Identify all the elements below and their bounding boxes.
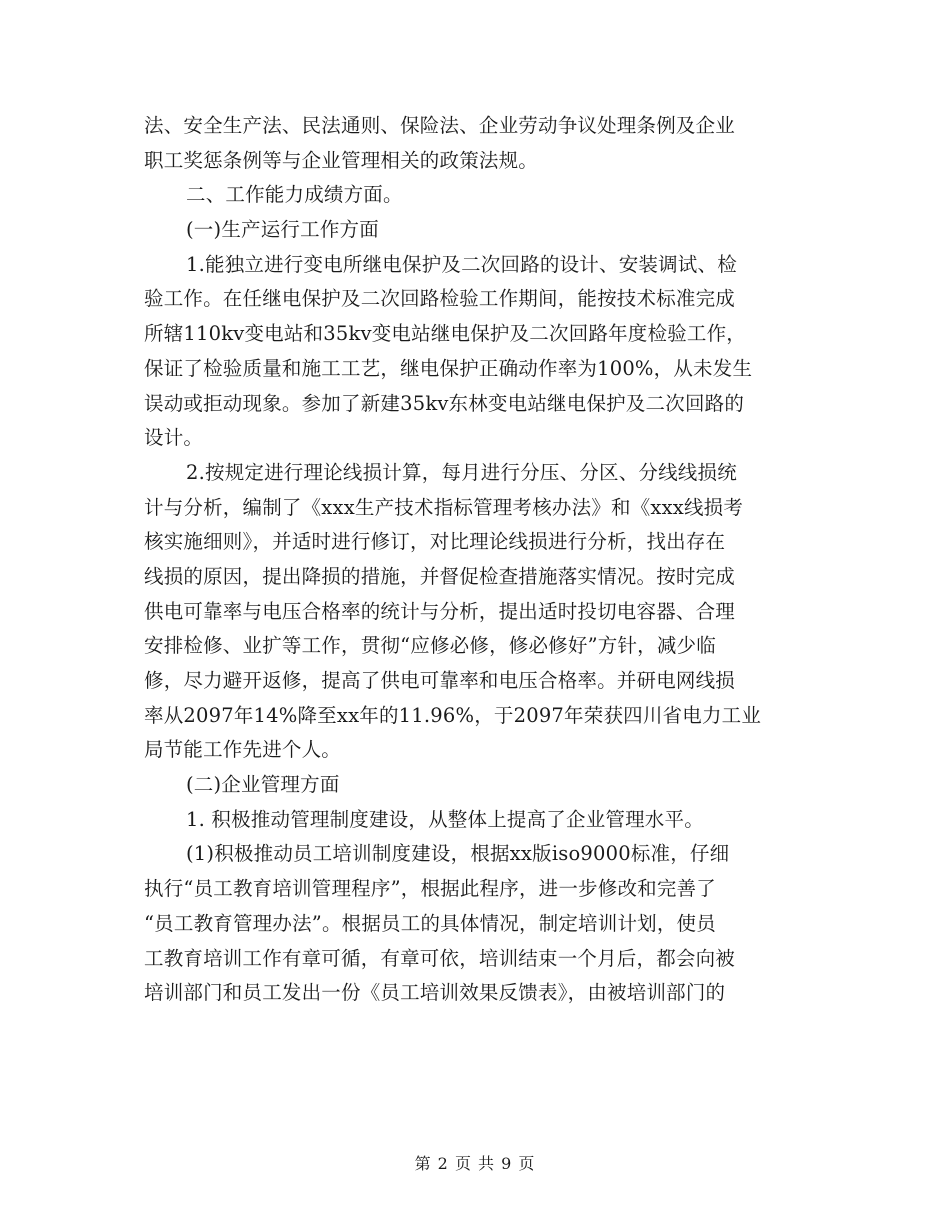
page-number: 第 2 页 共 9 页 [414,1154,536,1173]
text-line: 1. 积极推动管理制度建设，从整体上提高了企业管理水平。 [186,807,704,831]
text-line: “员工教育管理办法”。根据员工的具体情况，制定培训计划，使员 [144,911,716,935]
text-line: 误动或拒动现象。参加了新建35kv东林变电站继电保护及二次回路的 [144,391,745,415]
section-heading: 二、工作能力成绩方面。 [186,183,403,207]
text-line: 修，尽力避开返修，提高了供电可靠率和电压合格率。并研电网线损 [144,669,736,692]
text-line: 培训部门和员工发出一份《员工培训效果反馈表》，由被培训部门的 [144,981,726,1005]
subsection-heading: (一)生产运行工作方面 [186,218,379,242]
document-body [144,109,808,1011]
text-line: 所辖110kv变电站和35kv变电站继电保护及二次回路年度检验工作， [144,322,746,346]
subsection-heading: (二)企业管理方面 [186,773,340,797]
text-line: 验工作。在任继电保护及二次回路检验工作期间，能按技术标准完成 [144,287,736,311]
text-line: 法、安全生产法、民法通则、保险法、企业劳动争议处理条例及企业 [144,114,736,137]
text-line: 工教育培训工作有章可循，有章可依，培训结束一个月后，都会向被 [144,946,736,970]
text-line: 局节能工作先进个人。 [144,738,342,762]
text-line: 线损的原因，提出降损的措施，并督促检查措施落实情况。按时完成 [144,564,736,588]
text-line: 率从2097年14%降至xx年的11.96%，于2097年荣获四川省电力工业 [144,703,762,727]
text-line: 安排检修、业扩等工作，贯彻“应修必修，修必修好”方针，减少临 [144,634,716,658]
text-line: 执行“员工教育培训管理程序”，根据此程序，进一步修改和完善了 [144,877,716,901]
text-line: 1.能独立进行变电所继电保护及二次回路的设计、安装调试、检 [186,252,737,276]
text-line: 保证了检验质量和施工工艺，继电保护正确动作率为100%，从未发生 [144,356,753,380]
text-line: 计与分析，编制了《xxx生产技术指标管理考核办法》和《xxx线损考 [144,495,744,519]
text-line: 核实施细则》，并适时进行修订，对比理论线损进行分析，找出存在 [144,530,726,554]
text-line: 职工奖惩条例等与企业管理相关的政策法规。 [144,148,539,172]
text-line: (1)积极推动员工培训制度建设，根据xx版iso9000标准，仔细 [186,842,730,866]
text-line: 2.按规定进行理论线损计算，每月进行分压、分区、分线线损统 [186,460,737,484]
text-line: 供电可靠率与电压合格率的统计与分析，提出适时投切电容器、合理 [144,599,736,623]
text-line: 设计。 [144,426,204,450]
